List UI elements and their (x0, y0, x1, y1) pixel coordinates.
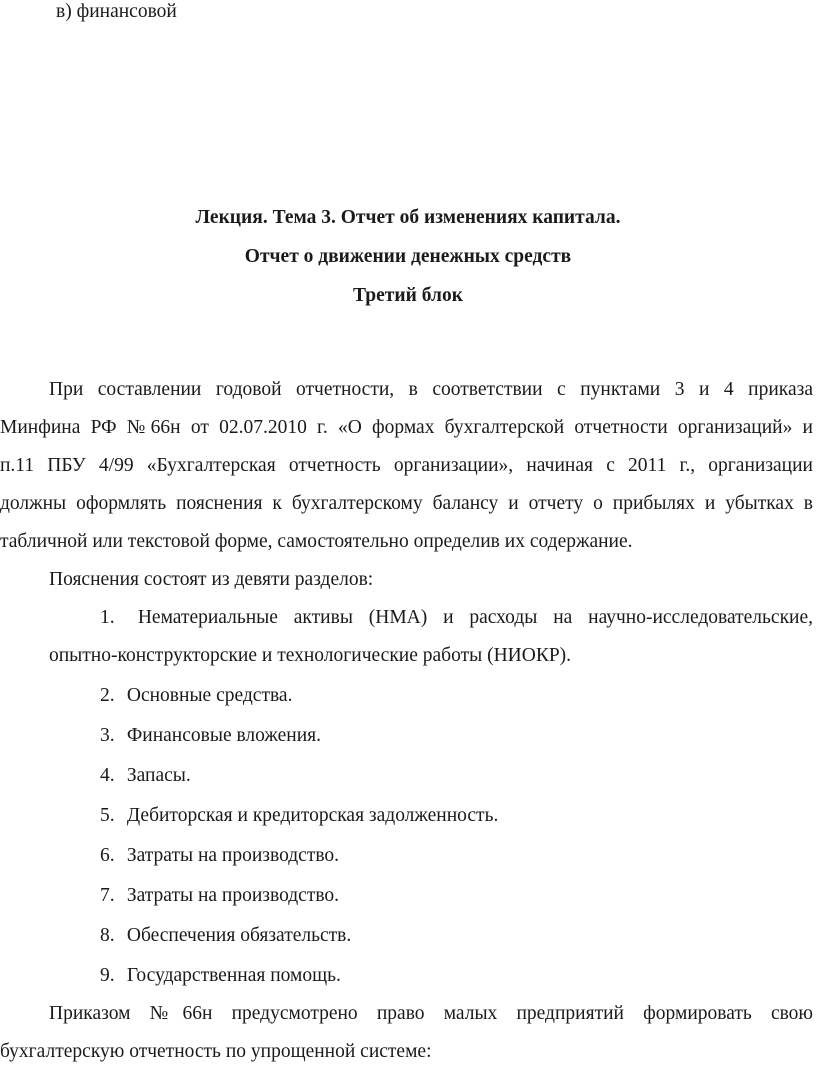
list-item (100, 684, 292, 708)
list-text: Затраты на производство. (126, 885, 340, 906)
list-text: Запасы. (126, 765, 191, 786)
list-number: 2. (100, 685, 115, 706)
list-item (100, 844, 339, 868)
list-text: Обеспечения обязательств. (126, 925, 352, 946)
paragraph-line: Минфина РФ №66н от 02.07.2010 г. «О формах бухгалтерской отчетности организаций» и (0, 417, 813, 438)
list-item (100, 804, 498, 828)
list-text: Финансовые вложения. (126, 725, 322, 746)
list-item (100, 724, 321, 748)
list-text: Затраты на производство. (126, 845, 340, 866)
list-item (100, 964, 341, 988)
paragraph-line: п.11 ПБУ 4/99 «Бухгалтерская отчетность организации», начиная с 2011 г., организации (0, 455, 813, 476)
list-number: 6. (100, 845, 115, 866)
paragraph-line: При составлении годовой отчетности, в соответствии с пунктами 3 и 4 приказа (49, 379, 813, 400)
lecture-title: Лекция. Тема 3. Отчет об изменениях капитала. (195, 207, 621, 228)
list-item (100, 884, 339, 908)
paragraph-line: табличной или текстовой форме, самостоятельно определив их содержание. (0, 531, 633, 552)
list-text: Нематериальные активы (НМА) и расходы на научно-исследовательские, (137, 607, 814, 628)
list-number: 3. (100, 725, 115, 746)
list-item (100, 924, 351, 948)
sections-intro: Пояснения состоят из девяти разделов: (49, 569, 374, 590)
paragraph-line: должны оформлять пояснения к бухгалтерскому балансу и отчету о прибылях и убытках в (0, 493, 813, 514)
list-number: 9. (100, 965, 115, 986)
list-item (100, 606, 813, 630)
paragraph-line: Приказом №66н предусмотрено право малых предприятий формировать свою (49, 1003, 813, 1024)
list-item-finance: в) финансовой (56, 1, 177, 22)
list-item-continuation: опытно-конструкторские и технологические работы (НИОКР). (49, 645, 572, 666)
list-item (100, 764, 191, 788)
list-number: 8. (100, 925, 115, 946)
list-number: 4. (100, 765, 115, 786)
list-number: 5. (100, 805, 115, 826)
list-text: Основные средства. (126, 685, 293, 706)
paragraph-line: бухгалтерскую отчетность по упрощенной системе: (0, 1041, 432, 1062)
list-number: 7. (100, 885, 115, 906)
lecture-subtitle: Отчет о движении денежных средств (244, 246, 572, 267)
list-text: Государственная помощь. (126, 965, 341, 986)
list-text: Дебиторская и кредиторская задолженность. (126, 805, 499, 826)
block-title: Третий блок (353, 285, 463, 306)
list-number: 1. (100, 607, 115, 628)
